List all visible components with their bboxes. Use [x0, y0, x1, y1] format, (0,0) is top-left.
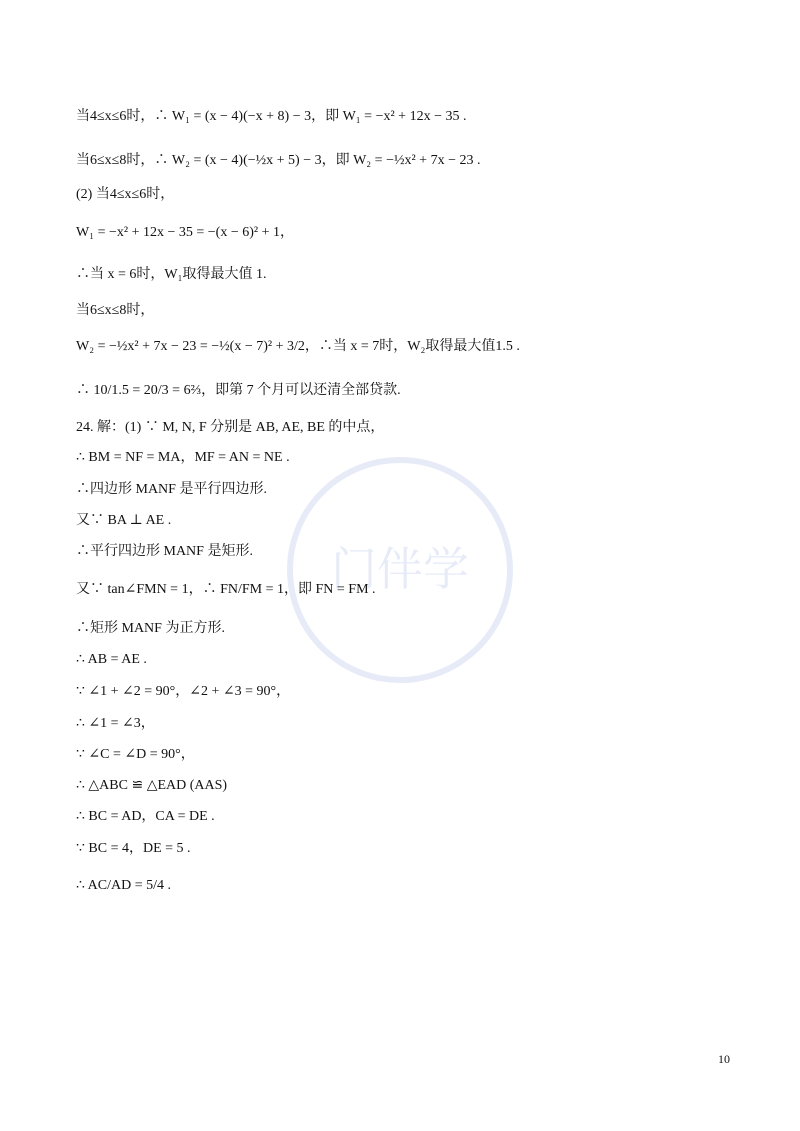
text-line: ∴矩形 MANF 为正方形.: [76, 621, 225, 636]
text-line: ∴四边形 MANF 是平行四边形.: [76, 482, 267, 497]
text-line: ∴ ∠1 = ∠3，: [76, 716, 155, 731]
watermark-logo: [270, 440, 530, 700]
text-line: ∴ AB = AE .: [76, 652, 147, 667]
text-line: ∴平行四边形 MANF 是矩形.: [76, 544, 253, 559]
text-line: ∴ AC/AD = 5/4 .: [76, 878, 171, 893]
text-line: ∴ 10/1.5 = 20/3 = 6⅔，即第 7 个月可以还清全部贷款.: [76, 383, 401, 398]
text-line: 又∵ BA ⊥ AE .: [76, 513, 172, 528]
text-line: ∴ BM = NF = MA，MF = AN = NE .: [76, 450, 290, 465]
text-line: 又∵ tan∠FMN = 1，∴ FN/FM = 1，即 FN = FM .: [76, 582, 376, 597]
text-line: ∵ ∠1 + ∠2 = 90°，∠2 + ∠3 = 90°，: [76, 684, 291, 699]
text-line: ∴当 x = 6时，W₁取得最大值 1.: [76, 267, 267, 282]
text-line: ∵ ∠C = ∠D = 90°，: [76, 747, 195, 762]
page-number: 10: [718, 1052, 730, 1066]
text-line: ∴ BC = AD，CA = DE .: [76, 809, 215, 824]
text-line: 24. 解：(1) ∵ M, N, F 分别是 AB, AE, BE 的中点，: [76, 420, 385, 435]
text-line: W₁ = −x² + 12x − 35 = −(x − 6)² + 1，: [76, 225, 294, 240]
text-line: (2) 当4≤x≤6时，: [76, 187, 175, 202]
text-line: 当6≤x≤8时，∴ W₂ = (x − 4)(−½x + 5) − 3，即 W₂ = −½x² + 7x − 23 .: [76, 153, 481, 168]
text-line: 当6≤x≤8时，: [76, 303, 155, 318]
text-line: ∴ △ABC ≌ △EAD (AAS): [76, 778, 228, 793]
text-line: ∵ BC = 4，DE = 5 .: [76, 841, 191, 856]
watermark-text: 门伴学: [331, 542, 469, 596]
text-line: 当4≤x≤6时，∴ W₁ = (x − 4)(−x + 8) − 3，即 W₁ = −x² + 12x − 35 .: [76, 109, 467, 124]
text-line: W₂ = −½x² + 7x − 23 = −½(x − 7)² + 3/2，∴当 x = 7时，W₂取得最大值1.5 .: [76, 339, 520, 354]
